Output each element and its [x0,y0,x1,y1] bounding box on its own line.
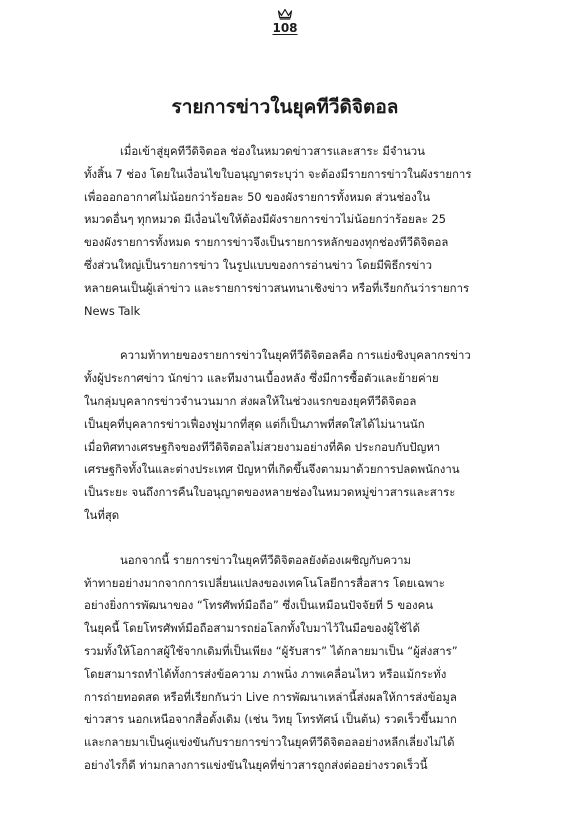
page-header [0,8,570,35]
text-line: อย่างไรก็ดี ท่ามกลางการแข่งขันในยุคที่ข่าวสารถูกส่งต่ออย่างรวดเร็วนี้ [84,757,428,772]
paragraph [84,549,486,777]
text-line: การถ่ายทอดสด หรือที่เรียกกันว่า Live การพัฒนาเหล่านี้ส่งผลให้การส่งข้อมูล [84,689,457,704]
text-line: ของผังรายการทั้งหมด รายการข่าวจึงเป็นรายการหลักของทุกช่องทีวีดิจิตอล [84,235,449,250]
page-number: 108 [272,21,298,35]
text-line: ในยุคนี้ โดยโทรศัพท์มือถือสามารถย่อโลกทั้งใบมาไว้ในมือของผู้ใช้ได้ [84,621,420,636]
text-line: เป็นยุคที่บุคลากรข่าวเฟื่องฟูมากที่สุด แต่ก็เป็นภาพที่สดใสได้ไม่นานนัก [84,416,425,431]
text-line: ข่าวสาร นอกเหนือจากสื่อดั้งเดิม (เช่น วิทยุ โทรทัศน์ เป็นต้น) รวดเร็วขึ้นมาก [84,712,457,727]
article-title: รายการข่าวในยุคทีวีดิจิตอล [171,96,399,118]
text-line: ท้าทายอย่างมากจากการเปลี่ยนแปลงของเทคโนโลยีการสื่อสาร โดยเฉพาะ [84,575,445,590]
text-line: นอกจากนี้ รายการข่าวในยุคทีวีดิจิตอลยังต้องเผชิญกับความ [120,552,412,567]
text-line: เป็นระยะ จนถึงการคืนใบอนุญาตของหลายช่องในหมวดหมู่ข่าวสารและสาระ [84,485,456,500]
text-line: หมวดอื่นๆ ทุกหมวด มีเงื่อนไขให้ต้องมีผังรายการข่าวไม่น้อยกว่าร้อยละ 25 [84,212,446,227]
crown-icon [277,8,293,20]
text-line: ทั้งผู้ประกาศข่าว นักข่าว และทีมงานเบื้องหลัง ซึ่งมีการซื้อตัวและย้ายค่าย [84,371,439,386]
text-line: เมื่อทิศทางเศรษฐกิจของทีวีดิจิตอลไม่สวยงามอย่างที่คิด ประกอบกับปัญหา [84,439,441,454]
text-line: ในกลุ่มบุคลากรข่าวจำนวนมาก ส่งผลให้ในช่วงแรกของยุคทีวีดิจิตอล [84,393,417,408]
text-line: อย่างยิ่งการพัฒนาของ “โทรศัพท์มือถือ” ซึ่งเป็นเหมือนปัจจัยที่ 5 ของคน [84,598,433,613]
text-line: เมื่อเข้าสู่ยุคทีวีดิจิตอล ช่องในหมวดข่าวสารและสาระ มีจำนวน [120,144,425,158]
text-line: ซึ่งส่วนใหญ่เป็นรายการข่าว ในรูปแบบของการอ่านข่าว โดยมีพิธีกรข่าว [84,257,432,272]
text-line: โดยสามารถทำได้ทั้งการส่งข้อความ ภาพนิ่ง ภาพเคลื่อนไหว หรือแม้กระทั่ง [84,666,447,681]
text-line: ในที่สุด [84,507,120,522]
article-body [84,140,486,777]
text-line: เศรษฐกิจทั้งในและต่างประเทศ ปัญหาที่เกิดขึ้นจึงตามมาด้วยการปลดพนักงาน [84,462,460,477]
text-line: ความท้าทายของรายการข่าวในยุคทีวีดิจิตอลคือ การแย่งชิงบุคลากรข่าว [120,348,471,363]
text-line: เพื่อออกอากาศไม่น้อยกว่าร้อยละ 50 ของผังรายการทั้งหมด ส่วนช่องใน [84,189,431,204]
paragraph [84,140,486,322]
text-line: รวมทั้งให้โอกาสผู้ใช้จากเดิมที่เป็นเพียง “ผู้รับสาร” ได้กลายมาเป็น “ผู้ส่งสาร” [84,643,458,658]
text-line: ทั้งสิ้น 7 ช่อง โดยในเงื่อนไขใบอนุญาตระบุว่า จะต้องมีรายการข่าวในผังรายการ [84,166,472,181]
paragraph [84,344,486,526]
text-line: และกลายมาเป็นคู่แข่งขันกับรายการข่าวในยุคทีวีดิจิตอลอย่างหลีกเลี่ยงไม่ได้ [84,735,455,750]
text-line: News Talk [84,303,141,318]
text-line: หลายคนเป็นผู้เล่าข่าว และรายการข่าวสนทนาเชิงข่าว หรือที่เรียกกันว่ารายการ [84,280,470,295]
